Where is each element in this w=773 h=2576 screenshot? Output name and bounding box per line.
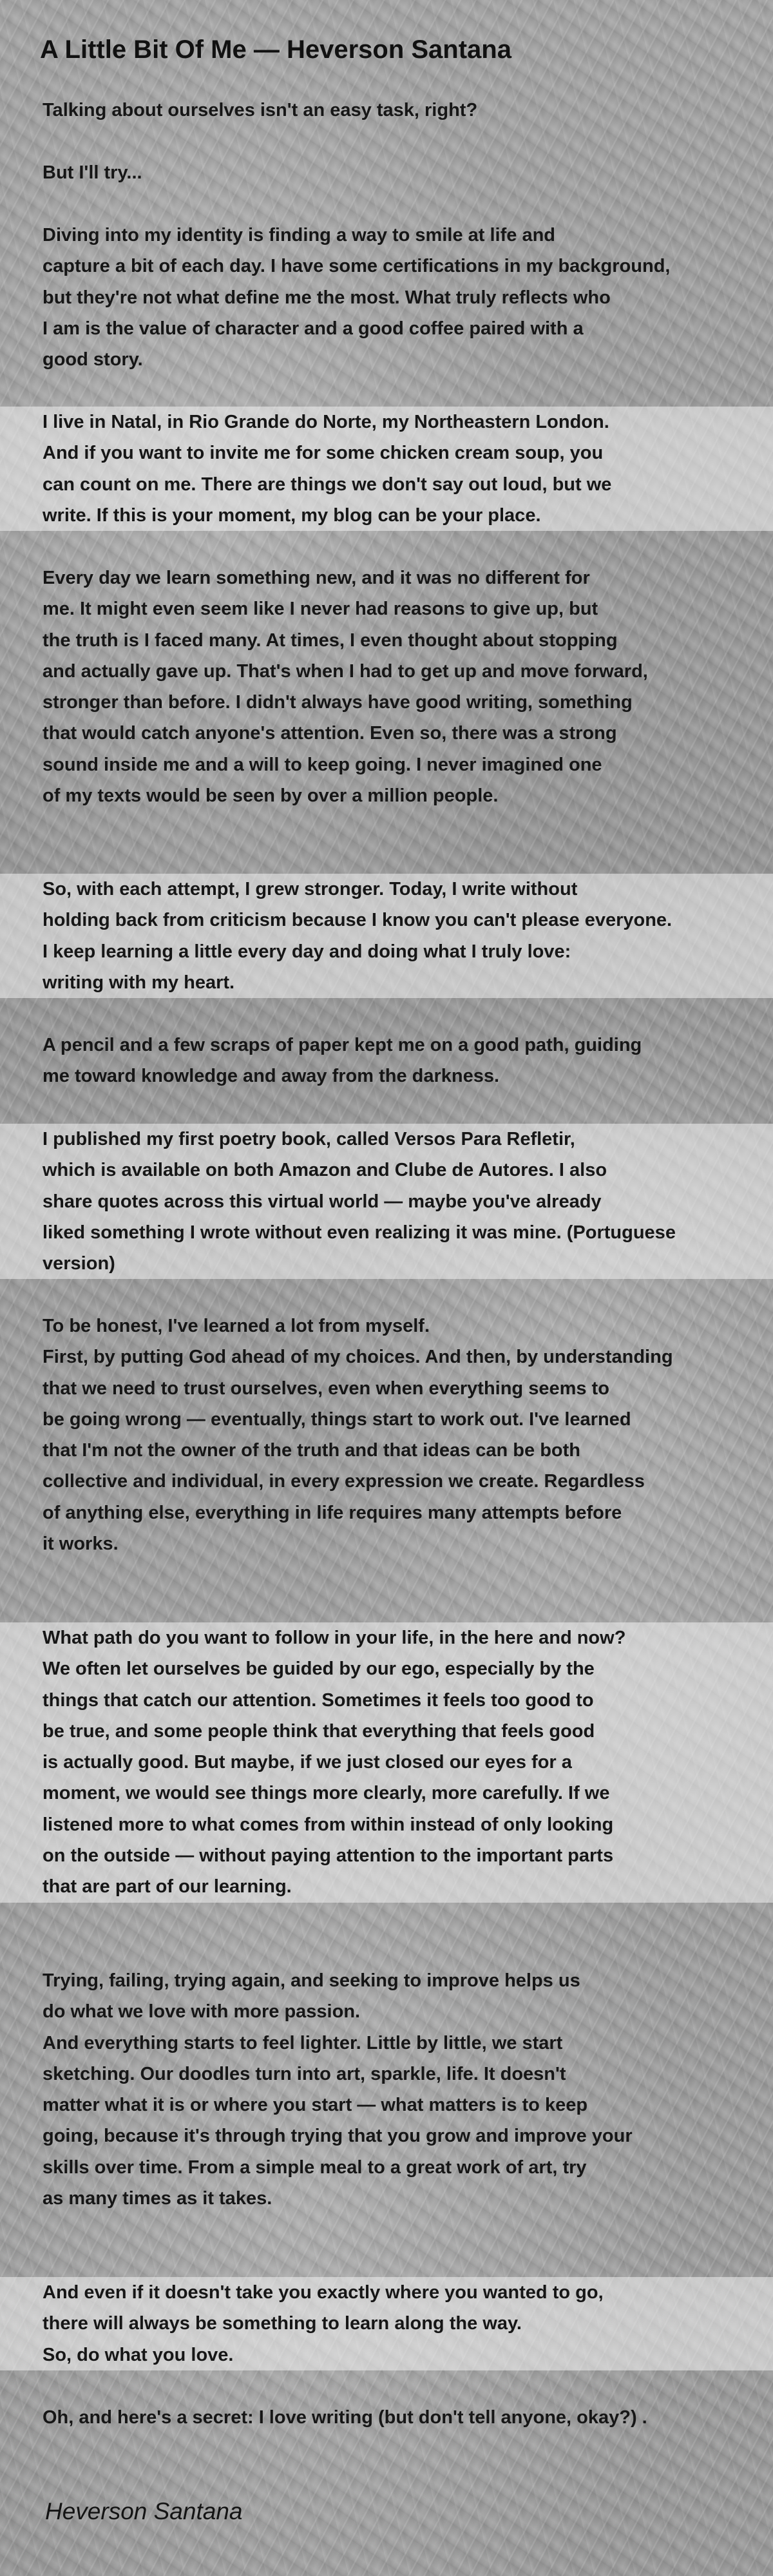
- stanza-9: [0, 1311, 773, 1559]
- poem-line: And even if it doesn't take you exactly where you wanted to go,: [43, 2282, 604, 2303]
- poem-line: that are part of our learning.: [43, 1876, 292, 1898]
- stanza-7: [0, 1030, 773, 1092]
- poem-line: that I'm not the owner of the truth and that ideas can be both: [43, 1440, 581, 1461]
- stanza-4: [0, 407, 773, 531]
- poem-line: liked something I wrote without even realizing it was mine. (Portuguese: [43, 1222, 676, 1243]
- poem-line: of my texts would be seen by over a million people.: [43, 785, 499, 807]
- poem-line: moment, we would see things more clearly, more carefully. If we: [43, 1783, 610, 1804]
- poem-line: sound inside me and a will to keep going. I never imagined one: [43, 754, 602, 775]
- poem-line: What path do you want to follow in your life, in the here and now?: [43, 1628, 626, 1648]
- poem-line: stronger than before. I didn't always have good writing, something: [43, 692, 633, 713]
- poem-line: that would catch anyone's attention. Even so, there was a strong: [43, 723, 617, 744]
- poem-line: good story.: [43, 349, 143, 370]
- poem-line: be true, and some people think that everything that feels good: [43, 1720, 595, 1742]
- poem-line: there will always be something to learn along the way.: [43, 2313, 522, 2334]
- poem-line: as many times as it takes.: [43, 2188, 272, 2209]
- poem-line: which is available on both Amazon and Clube de Autores. I also: [43, 1160, 607, 1181]
- poem-line: do what we love with more passion.: [43, 2001, 361, 2023]
- poem-line: share quotes across this virtual world — maybe you've already: [43, 1191, 602, 1212]
- poem-line: We often let ourselves be guided by our ego, especially by the: [43, 1658, 595, 1680]
- stanza-3: [0, 220, 773, 375]
- stanza-2: [0, 157, 773, 188]
- author-signature: Heverson Santana: [45, 2498, 243, 2524]
- stanza-1: [0, 95, 773, 126]
- stanza-11: [0, 1965, 773, 2214]
- poem-line: Trying, failing, trying again, and seeking to improve helps us: [43, 1970, 580, 1991]
- poem-line: me toward knowledge and away from the darkness.: [43, 1066, 500, 1087]
- poem-line: Talking about ourselves isn't an easy task, right?: [43, 100, 478, 120]
- poem-line: And everything starts to feel lighter. Little by little, we start: [43, 2032, 563, 2053]
- poem-line: sketching. Our doodles turn into art, sparkle, life. It doesn't: [43, 2063, 566, 2084]
- poem-line: But I'll try...: [43, 162, 142, 183]
- stanza-5: [0, 562, 773, 811]
- poem-line: I published my first poetry book, called Versos Para Refletir,: [43, 1129, 575, 1149]
- poem-line: version): [43, 1253, 115, 1274]
- poem-line: things that catch our attention. Sometimes it feels too good to: [43, 1689, 594, 1711]
- poem-line: of anything else, everything in life requires many attempts before: [43, 1502, 622, 1523]
- stanza-6: [0, 874, 773, 998]
- poem-line: Oh, and here's a secret: I love writing (but don't tell anyone, okay?) .: [43, 2407, 647, 2428]
- poem-line: the truth is I faced many. At times, I even thought about stopping: [43, 630, 618, 651]
- poem-line: collective and individual, in every expression we create. Regardless: [43, 1471, 645, 1492]
- poem-line: holding back from criticism because I know you can't please everyone.: [43, 910, 673, 931]
- poem-line: skills over time. From a simple meal to a great work of art, try: [43, 2157, 587, 2178]
- stanza-10: [0, 1622, 773, 1903]
- poem-line: but they're not what define me the most. What truly reflects who: [43, 287, 611, 308]
- poem-line: I live in Natal, in Rio Grande do Norte, my Northeastern London.: [43, 412, 609, 432]
- poem-line: Every day we learn something new, and it was no different for: [43, 568, 590, 588]
- poem-line: To be honest, I've learned a lot from myself.: [43, 1316, 430, 1336]
- poem-title: A Little Bit Of Me — Heverson Santana: [40, 35, 511, 64]
- poem-line: So, with each attempt, I grew stronger. Today, I write without: [43, 879, 578, 899]
- poem-line: A pencil and a few scraps of paper kept me on a good path, guiding: [43, 1035, 642, 1055]
- poem-line: I am is the value of character and a good coffee paired with a: [43, 318, 584, 339]
- poem-line: that we need to trust ourselves, even when everything seems to: [43, 1378, 609, 1399]
- poem-line: So, do what you love.: [43, 2344, 234, 2365]
- poem-line: Diving into my identity is finding a way to smile at life and: [43, 225, 555, 245]
- poem-line: writing with my heart.: [43, 972, 235, 993]
- poem-line: be going wrong — eventually, things start to work out. I've learned: [43, 1408, 631, 1430]
- poem-line: matter what it is or where you start — what matters is to keep: [43, 2095, 588, 2116]
- poem-line: First, by putting God ahead of my choices. And then, by understanding: [43, 1347, 673, 1368]
- poem-line: capture a bit of each day. I have some certifications in my background,: [43, 256, 671, 277]
- poem-line: and actually gave up. That's when I had to get up and move forward,: [43, 660, 648, 682]
- poem-line: on the outside — without paying attention to the important parts: [43, 1845, 614, 1867]
- stanza-12: [0, 2277, 773, 2370]
- poem-line: going, because it's through trying that you grow and improve your: [43, 2126, 633, 2147]
- poem-line: me. It might even seem like I never had reasons to give up, but: [43, 599, 598, 620]
- stanza-13: [0, 2402, 773, 2433]
- stanza-8: [0, 1124, 773, 1279]
- poem-line: And if you want to invite me for some chicken cream soup, you: [43, 443, 604, 464]
- poem-line: listened more to what comes from within instead of only looking: [43, 1814, 614, 1835]
- poem-line: I keep learning a little every day and doing what I truly love:: [43, 941, 571, 962]
- poem-line: is actually good. But maybe, if we just closed our eyes for a: [43, 1752, 572, 1773]
- poem-line: it works.: [43, 1533, 119, 1555]
- poem-line: write. If this is your moment, my blog can be your place.: [43, 505, 541, 526]
- poem-line: can count on me. There are things we don't say out loud, but we: [43, 474, 612, 495]
